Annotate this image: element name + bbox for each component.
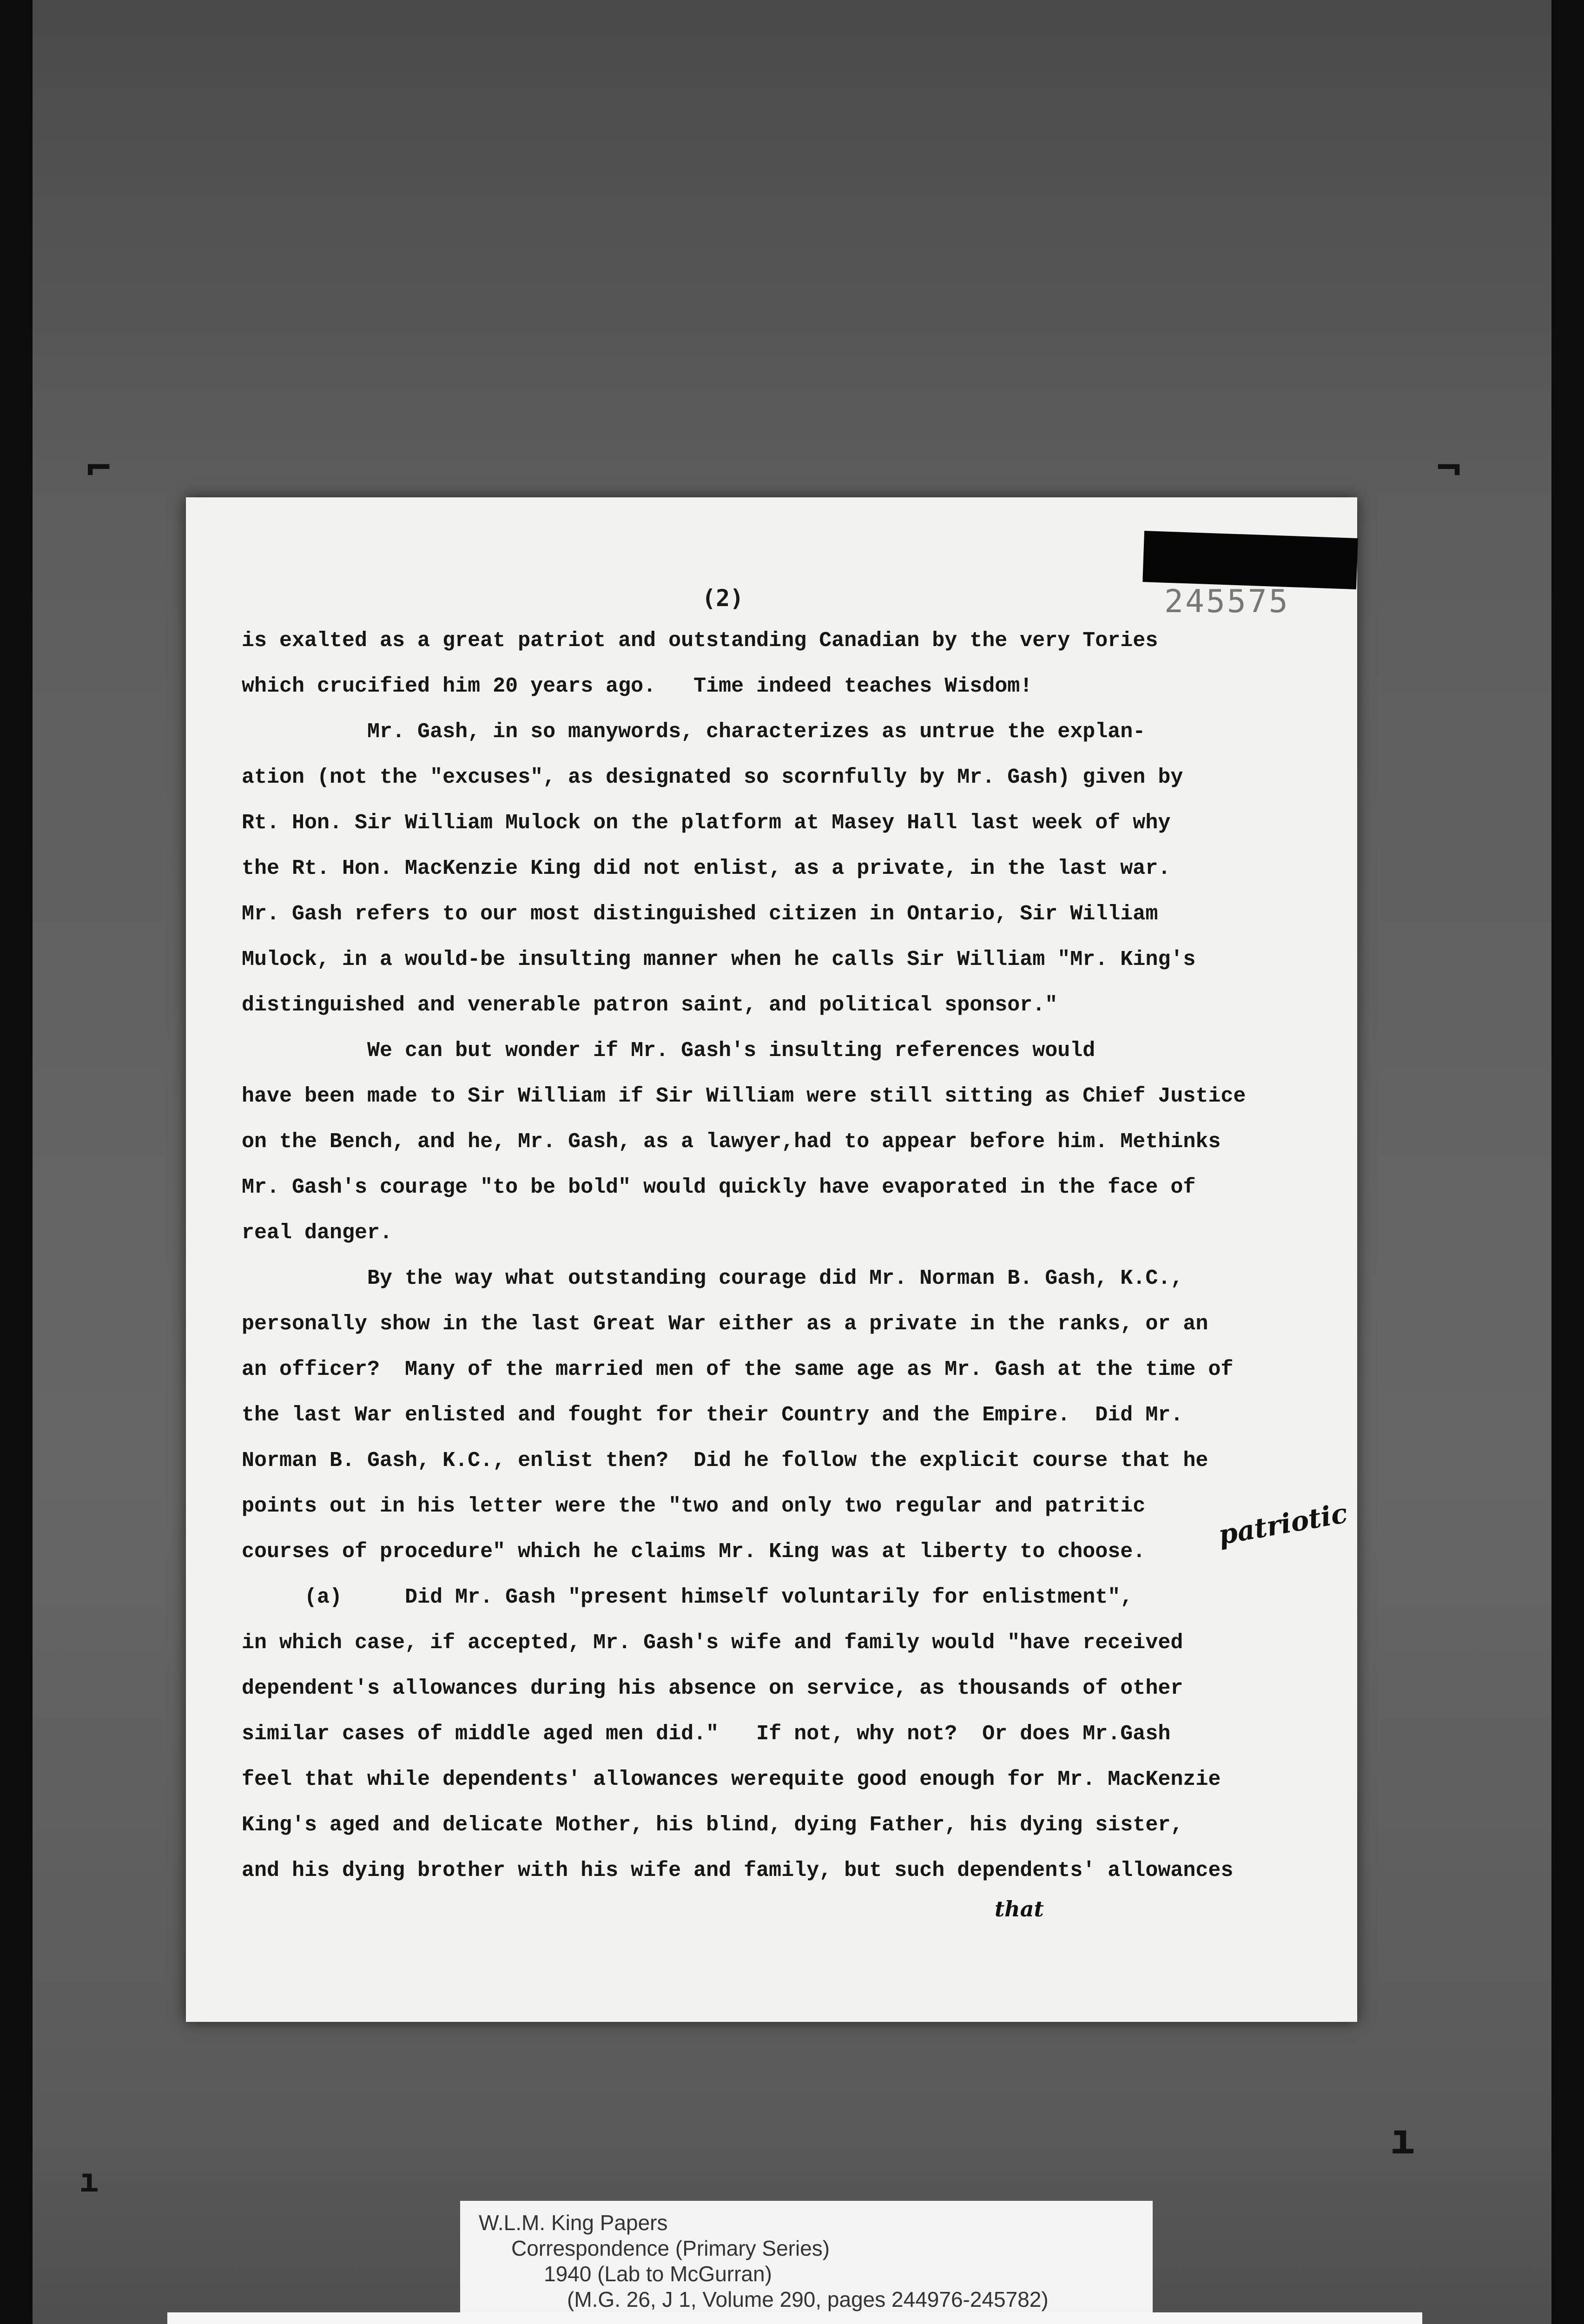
label-series: Correspondence (Primary Series) <box>511 2236 830 2260</box>
text-line: feel that while dependents' allowances werequite good enough for Mr. MacKenzie <box>242 1768 1221 1791</box>
text-line: on the Bench, and he, Mr. Gash, as a lawyer,had to appear before him. Methinks <box>242 1130 1221 1154</box>
text-line: similar cases of middle aged men did." If not, why not? Or does Mr.Gash <box>242 1722 1171 1746</box>
text-line: have been made to Sir William if Sir William were still sitting as Chief Justice <box>242 1084 1246 1108</box>
corner-mark-bottom-left: ı <box>79 2161 99 2199</box>
stamp-number: 245575 <box>1164 583 1290 620</box>
redaction-bar <box>1142 531 1358 589</box>
corner-mark-top-left: ⌐ <box>86 444 112 493</box>
text-line: We can but wonder if Mr. Gash's insulting references would <box>242 1039 1096 1063</box>
text-line: (a) Did Mr. Gash "present himself voluntarily for enlistment", <box>242 1585 1133 1609</box>
text-line: Rt. Hon. Sir William Mulock on the platform at Masey Hall last week of why <box>242 811 1171 835</box>
film-edge-left <box>0 0 33 2324</box>
text-line: which crucified him 20 years ago. Time indeed teaches Wisdom! <box>242 674 1033 698</box>
text-line: the last War enlisted and fought for their Country and the Empire. Did Mr. <box>242 1403 1183 1427</box>
label-year: 1940 (Lab to McGurran) <box>544 2262 772 2286</box>
text-line: Mulock, in a would-be insulting manner when he calls Sir William "Mr. King's <box>242 948 1196 971</box>
text-line: King's aged and delicate Mother, his blind, dying Father, his dying sister, <box>242 1813 1183 1837</box>
text-line: an officer? Many of the married men of the same age as Mr. Gash at the time of <box>242 1358 1234 1381</box>
text-line: Mr. Gash, in so manywords, characterizes as untrue the explan- <box>242 720 1146 744</box>
handwritten-correction-that: that <box>995 1896 1044 1921</box>
archives-card <box>167 2312 1422 2324</box>
corner-mark-right: ı <box>1390 2115 1415 2164</box>
text-line: Norman B. Gash, K.C., enlist then? Did he follow the explicit course that he <box>242 1449 1208 1472</box>
text-line: real danger. <box>242 1221 393 1245</box>
film-edge-right <box>1551 0 1584 2324</box>
text-line: in which case, if accepted, Mr. Gash's wife and family would "have received <box>242 1631 1183 1655</box>
corner-mark-top-right: ¬ <box>1436 444 1462 493</box>
text-line: points out in his letter were the "two and only two regular and patritic <box>242 1494 1146 1518</box>
text-line: Mr. Gash refers to our most distinguished citizen in Ontario, Sir William <box>242 902 1158 926</box>
label-title: W.L.M. King Papers <box>479 2211 668 2235</box>
text-line: Mr. Gash's courage "to be bold" would quickly have evaporated in the face of <box>242 1175 1196 1199</box>
text-line: is exalted as a great patriot and outstanding Canadian by the very Tories <box>242 629 1158 653</box>
text-line: courses of procedure" which he claims Mr. King was at liberty to choose. <box>242 1540 1146 1564</box>
collection-label <box>460 2201 1153 2317</box>
text-line: ation (not the "excuses", as designated so scornfully by Mr. Gash) given by <box>242 766 1183 789</box>
page-number: (2) <box>702 585 744 612</box>
text-line: distinguished and venerable patron saint, and political sponsor." <box>242 993 1058 1017</box>
handwritten-correction-patriotic: patriotic <box>1216 1497 1350 1551</box>
letter-body <box>242 618 1329 1894</box>
text-line: personally show in the last Great War either as a private in the ranks, or an <box>242 1312 1208 1336</box>
text-line: dependent's allowances during his absence on service, as thousands of other <box>242 1677 1183 1700</box>
text-line: and his dying brother with his wife and family, but such dependents' allowances <box>242 1859 1234 1882</box>
label-reference: (M.G. 26, J 1, Volume 290, pages 244976-245782) <box>567 2287 1049 2311</box>
text-line: By the way what outstanding courage did Mr. Norman B. Gash, K.C., <box>242 1267 1183 1290</box>
text-line: the Rt. Hon. MacKenzie King did not enlist, as a private, in the last war. <box>242 857 1171 880</box>
